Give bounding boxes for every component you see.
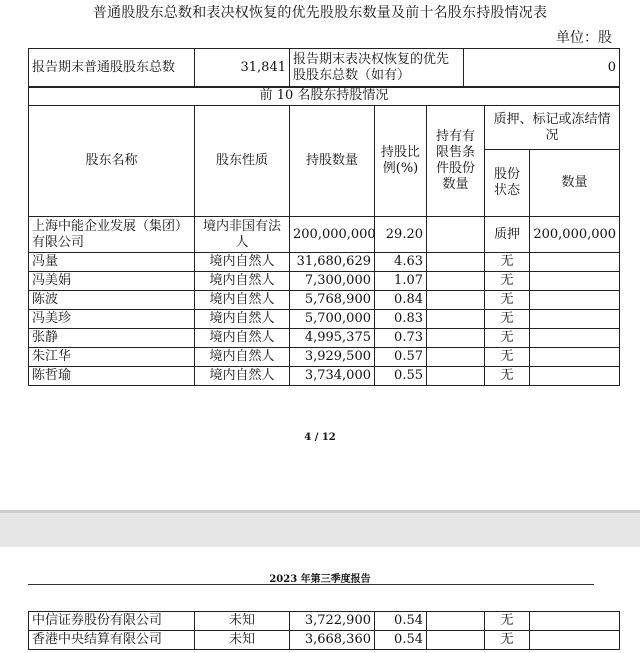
holder-shares: 5,700,000	[290, 310, 375, 329]
holder-shares: 200,000,000	[290, 217, 375, 253]
holder-pledge-qty	[530, 631, 620, 650]
holder-ratio: 0.83	[375, 310, 427, 329]
holder-pledge-qty	[530, 612, 620, 631]
table-row	[29, 631, 620, 650]
holder-nature: 境内自然人	[195, 310, 290, 329]
table-row	[29, 272, 620, 291]
section-title: 前 10 名股东持股情况	[29, 87, 620, 106]
page-number: 4 / 12	[304, 432, 336, 443]
common-holders-label: 报告期末普通股股东总数	[29, 49, 195, 88]
header-pledge-group: 质押、标记或冻结情况	[485, 106, 620, 150]
holder-shares: 4,995,375	[290, 329, 375, 348]
holder-name: 冯美珍	[29, 310, 195, 329]
preferred-holders-label: 报告期末表决权恢复的优先股股东总数（如有）	[290, 49, 464, 88]
holder-pledge-qty: 200,000,000	[530, 217, 620, 253]
holder-ratio: 0.57	[375, 348, 427, 367]
holder-ratio: 0.73	[375, 329, 427, 348]
holder-restricted	[427, 253, 485, 272]
table-row	[29, 367, 620, 386]
top10-holders-table	[28, 86, 620, 386]
holder-nature: 境内自然人	[195, 348, 290, 367]
holder-restricted	[427, 310, 485, 329]
header-name: 股东名称	[29, 106, 195, 217]
holder-restricted	[427, 367, 485, 386]
holder-shares: 7,300,000	[290, 272, 375, 291]
holder-nature: 未知	[195, 612, 290, 631]
table-row	[29, 217, 620, 253]
holder-ratio: 1.07	[375, 272, 427, 291]
common-holders-value: 31,841	[195, 49, 290, 88]
holder-pledge-status: 无	[485, 291, 530, 310]
holder-restricted	[427, 291, 485, 310]
holder-shares: 3,929,500	[290, 348, 375, 367]
holder-restricted	[427, 329, 485, 348]
holder-shares: 31,680,629	[290, 253, 375, 272]
holder-nature: 境内自然人	[195, 272, 290, 291]
header-shares: 持股数量	[290, 106, 375, 217]
header-restricted: 持有有限售条件股份数量	[427, 106, 485, 217]
holder-ratio: 4.63	[375, 253, 427, 272]
holder-pledge-qty	[530, 253, 620, 272]
holder-name: 陈波	[29, 291, 195, 310]
header-nature: 股东性质	[195, 106, 290, 217]
header-status: 股份状态	[485, 150, 530, 217]
table-row	[29, 291, 620, 310]
preferred-holders-value: 0	[464, 49, 620, 88]
holder-name: 上海中能企业发展（集团）有限公司	[29, 217, 195, 253]
continued-holders-table	[28, 611, 620, 650]
holder-name: 朱江华	[29, 348, 195, 367]
holder-shares: 3,668,360	[290, 631, 375, 650]
holder-name: 香港中央结算有限公司	[29, 631, 195, 650]
holder-nature: 境内非国有法人	[195, 217, 290, 253]
table-row	[29, 329, 620, 348]
summary-table	[28, 48, 620, 88]
holder-name: 中信证券股份有限公司	[29, 612, 195, 631]
holder-restricted	[427, 348, 485, 367]
holder-ratio: 29.20	[375, 217, 427, 253]
table-row	[29, 310, 620, 329]
holder-shares: 5,768,900	[290, 291, 375, 310]
report-header: 2023 年第三季度报告	[269, 574, 371, 585]
holder-pledge-qty	[530, 348, 620, 367]
holder-name: 张静	[29, 329, 195, 348]
holder-pledge-status: 无	[485, 348, 530, 367]
page-break	[0, 510, 640, 547]
holder-pledge-status: 无	[485, 272, 530, 291]
header-rule	[28, 584, 594, 585]
holder-ratio: 0.84	[375, 291, 427, 310]
holder-nature: 未知	[195, 631, 290, 650]
table-row	[29, 253, 620, 272]
holder-ratio: 0.55	[375, 367, 427, 386]
holder-ratio: 0.54	[375, 612, 427, 631]
holder-name: 陈哲瑜	[29, 367, 195, 386]
header-ratio: 持股比例(%)	[375, 106, 427, 217]
holder-shares: 3,734,000	[290, 367, 375, 386]
holder-pledge-qty	[530, 310, 620, 329]
holder-pledge-qty	[530, 272, 620, 291]
holder-pledge-status: 无	[485, 631, 530, 650]
holder-restricted	[427, 272, 485, 291]
holder-nature: 境内自然人	[195, 367, 290, 386]
holder-pledge-status: 无	[485, 367, 530, 386]
holder-pledge-qty	[530, 291, 620, 310]
table-row	[29, 348, 620, 367]
table-row	[29, 612, 620, 631]
holder-pledge-status: 质押	[485, 217, 530, 253]
holder-pledge-status: 无	[485, 329, 530, 348]
holder-ratio: 0.54	[375, 631, 427, 650]
holder-restricted	[427, 612, 485, 631]
holder-pledge-status: 无	[485, 310, 530, 329]
document-title: 普通股股东总数和表决权恢复的优先股股东数量及前十名股东持股情况表	[92, 5, 548, 21]
holder-name: 冯美娟	[29, 272, 195, 291]
holder-pledge-qty	[530, 329, 620, 348]
holder-restricted	[427, 631, 485, 650]
holder-restricted	[427, 217, 485, 253]
holder-nature: 境内自然人	[195, 291, 290, 310]
unit-label: 单位：股	[556, 30, 612, 46]
holder-pledge-qty	[530, 367, 620, 386]
holder-pledge-status: 无	[485, 612, 530, 631]
holder-nature: 境内自然人	[195, 329, 290, 348]
holder-pledge-status: 无	[485, 253, 530, 272]
holder-name: 冯量	[29, 253, 195, 272]
holder-shares: 3,722,900	[290, 612, 375, 631]
holder-nature: 境内自然人	[195, 253, 290, 272]
header-qty: 数量	[530, 150, 620, 217]
